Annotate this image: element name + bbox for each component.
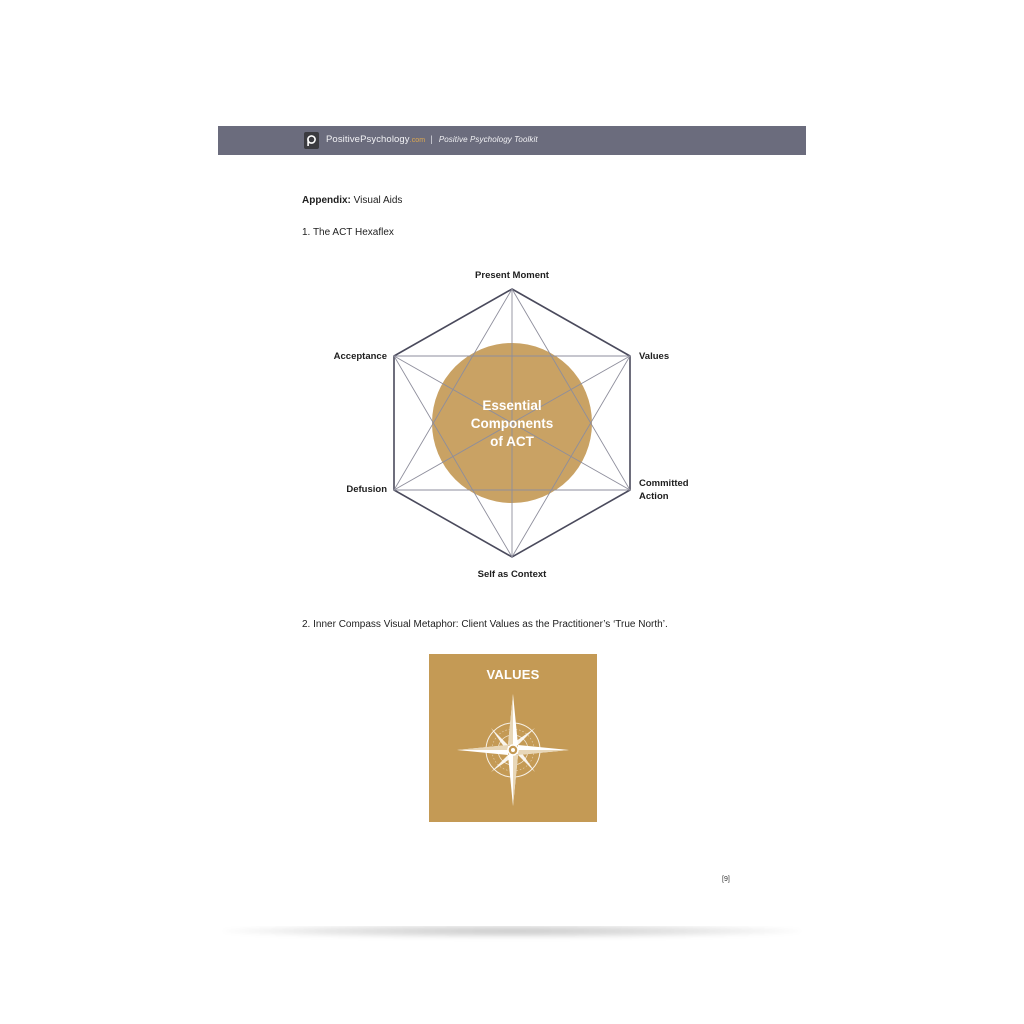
header-separator: | <box>430 134 433 145</box>
vertex-label-acceptance: Acceptance <box>333 351 387 362</box>
core-text-line-3: of ACT <box>490 434 534 449</box>
page-number: [9] <box>722 876 730 883</box>
brand-logo-icon <box>304 132 319 149</box>
values-compass-tile <box>429 654 597 822</box>
header-bar <box>218 126 806 155</box>
appendix-title: Visual Aids <box>353 195 403 206</box>
vertex-label-defusion: Defusion <box>346 484 387 495</box>
appendix-heading <box>302 195 402 206</box>
appendix-label: Appendix: <box>302 195 351 206</box>
brand-line <box>326 134 538 145</box>
vertex-label-values: Values <box>639 351 670 362</box>
section-2-heading: 2. Inner Compass Visual Metaphor: Client Values as the Practitioner’s ‘True North’. <box>302 619 668 630</box>
vertex-label-committed: Committed <box>639 478 689 489</box>
vertex-label-self-as-context: Self as Context <box>477 569 547 580</box>
brand-name: PositivePsychology <box>326 134 410 145</box>
document-page <box>218 126 806 926</box>
brand-suffix: .com <box>409 137 426 144</box>
vertex-label-present-moment: Present Moment <box>475 270 549 281</box>
compass-rose-icon <box>455 692 571 808</box>
core-text-line-2: Components <box>470 416 554 431</box>
vertex-label-action: Action <box>639 491 669 502</box>
page-shadow <box>222 924 802 938</box>
toolkit-title: Positive Psychology Toolkit <box>438 135 538 144</box>
core-text-line-1: Essential <box>482 398 542 413</box>
section-1-heading: 1. The ACT Hexaflex <box>302 227 394 238</box>
values-title: VALUES <box>486 667 540 682</box>
